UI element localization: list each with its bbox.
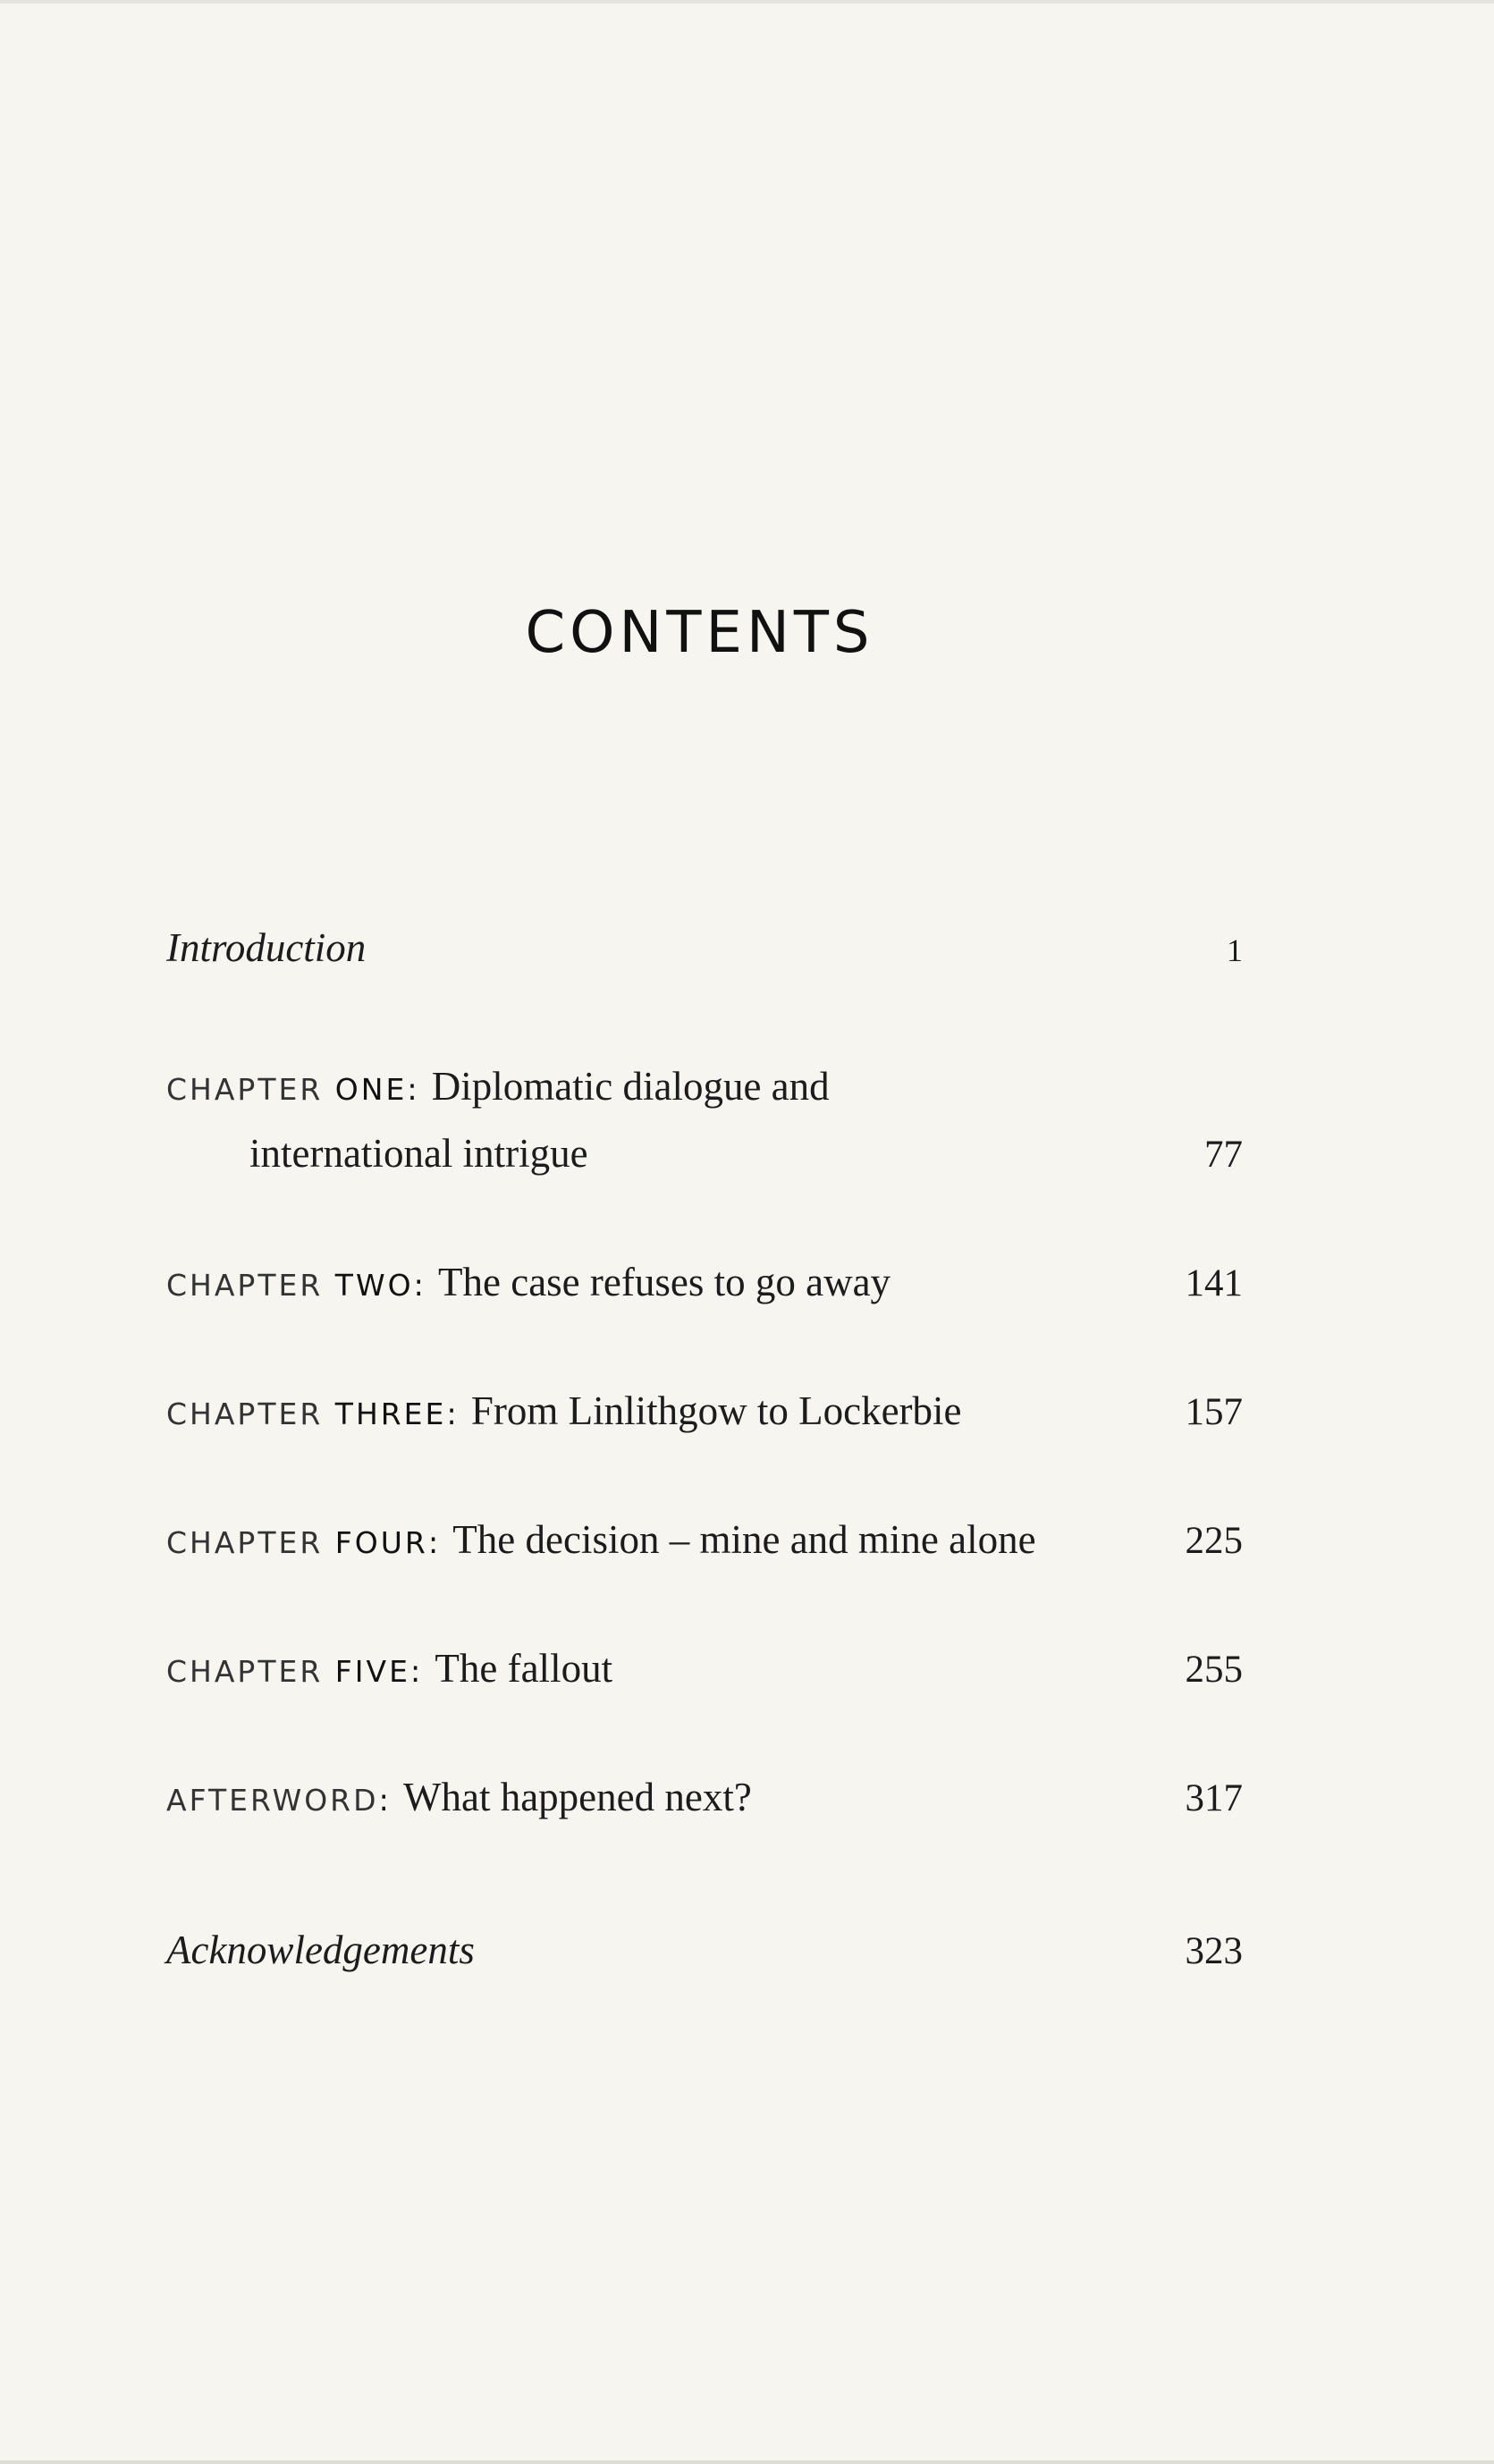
toc-entry-title: What happened next?: [403, 1775, 752, 1819]
toc-entry-chapter-five: CHAPTER FIVE: The fallout 255: [166, 1646, 1243, 1691]
toc-entry-chapter-three: CHAPTER THREE: From Linlithgow to Lockerbie 157: [166, 1388, 1243, 1433]
toc-chapter-label: CHAPTER TWO: [166, 1268, 414, 1303]
toc-page-number: 1: [1227, 932, 1243, 968]
toc-chapter-label: CHAPTER THREE: [166, 1397, 447, 1431]
toc-entry-title-line-2: international intrigue: [249, 1131, 588, 1176]
page-title: CONTENTS: [525, 600, 874, 666]
toc-page-number: 157: [1185, 1391, 1243, 1433]
toc-afterword-label: AFTERWORD: [166, 1783, 379, 1818]
toc-entry-title: The fallout: [435, 1646, 613, 1691]
toc-entry-acknowledgements: [166, 1917, 1243, 1984]
toc-entry-title: Acknowledgements: [166, 1928, 475, 1972]
toc-entry-afterword: AFTERWORD: What happened next? 317: [166, 1775, 1243, 1819]
toc-page-number: 255: [1185, 1649, 1243, 1691]
page-bottom-edge: [0, 2460, 1494, 2464]
toc-page-number: 225: [1185, 1520, 1243, 1562]
toc-chapter-label: CHAPTER ONE: [166, 1072, 408, 1107]
toc-entry-title: The decision – mine and mine alone: [452, 1517, 1036, 1562]
toc-chapter-label: CHAPTER FIVE: [166, 1654, 410, 1689]
toc-entry-chapter-four: CHAPTER FOUR: The decision – mine and mine alone 225: [166, 1517, 1243, 1562]
toc-page-number: 77: [1204, 1134, 1243, 1176]
page-top-edge: [0, 0, 1494, 4]
toc-entry-title: From Linlithgow to Lockerbie: [470, 1388, 962, 1433]
toc-entry-title: The case refuses to go away: [438, 1260, 891, 1304]
toc-entry-title: Introduction: [166, 925, 367, 970]
toc-entry-introduction: [166, 915, 1243, 982]
toc-entry-title-line-1: Diplomatic dialogue and: [431, 1064, 830, 1109]
toc-entry-chapter-two: CHAPTER TWO: The case refuses to go away 141: [166, 1260, 1243, 1304]
toc-page-number: 317: [1185, 1777, 1243, 1819]
toc-entry-chapter-one: CHAPTER ONE: Diplomatic dialogue and international intrigue 77: [166, 1064, 1243, 1176]
toc-chapter-label: CHAPTER FOUR: [166, 1525, 428, 1560]
toc-page-number: 323: [1185, 1930, 1243, 1972]
toc-page-number: 141: [1185, 1262, 1243, 1304]
